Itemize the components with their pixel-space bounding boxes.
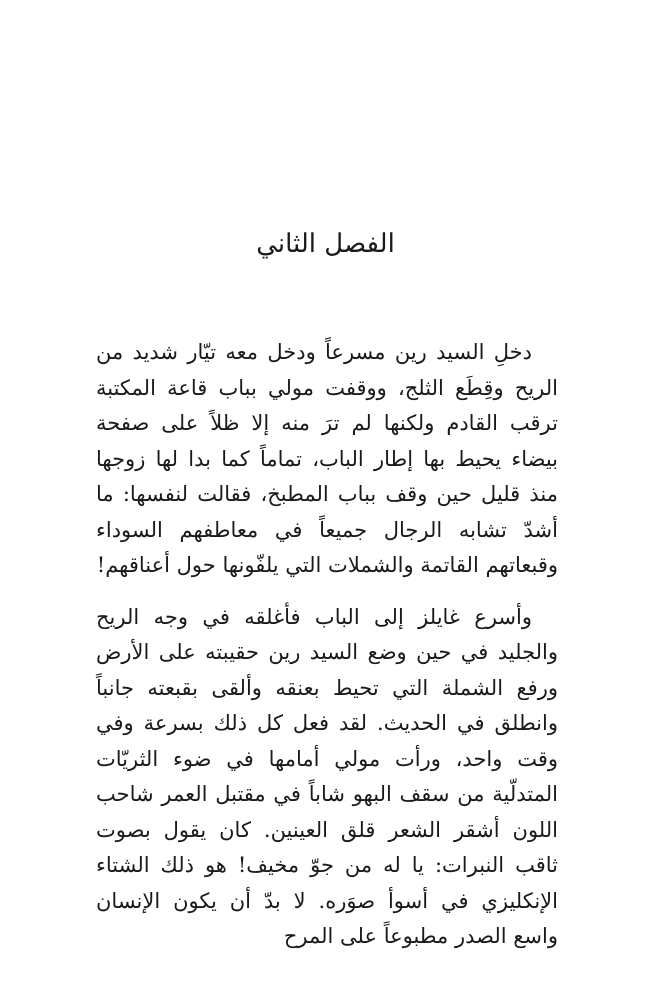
paragraph-2: وأسرع غايلز إلى الباب فأغلقه في وجه الريح والجليد في حين وضع السيد رين حقيبته على الأرض ورفع الشملة التي تحيط بعنقه وألقى بقبعته جانباً وانطلق في الحديث. لقد فعل كل ذلك بسرعة وفي وقت واحد، ورأت مولي أمامها في ضوء الثريّات المتدلّية من سقف البهو شاباً في مقتبل العمر شاحب اللون أشقر الشعر قلق العينين. كان يقول بصوت ثاقب النبرات: يا له من جوّ مخيف! هو ذلك الشتاء الإنكليزي في أسوأ صوَره. لا بدّ أن يكون الإنسان واسع الصدر مطبوعاً على المرح — [96, 604, 558, 948]
paragraph-1: دخلِ السيد رين مسرعاً ودخل معه تيّار شديد من الريح وقِطَع الثلج، ووقفت مولي بباب قاعة المكتبة ترقب القادم ولكنها لم ترَ منه إلا ظلاً على صفحة بيضاء يحيط بها إطار الباب، تماماً كما بدا لها زوجها منذ قليل حين وقف بباب المطبخ، فقالت لنفسها: ما أشدّ تشابه الرجال جميعاً في معاطفهم السوداء وقبعاتهم القاتمة والشملات التي يلفّونها حول أعناقهم! — [96, 340, 558, 577]
chapter-body — [96, 335, 558, 955]
chapter-title: الفصل الثاني — [256, 229, 395, 259]
